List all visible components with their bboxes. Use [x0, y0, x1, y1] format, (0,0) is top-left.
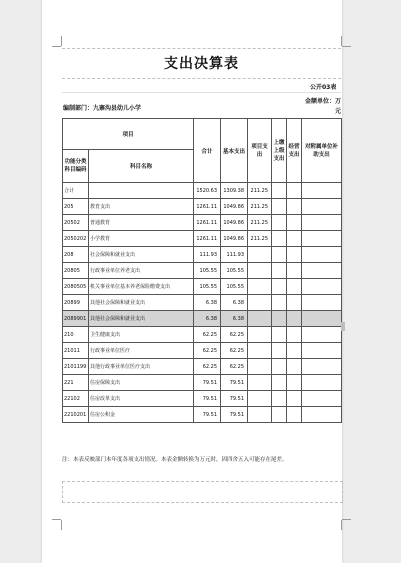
org-name: 九寨沟县幼儿小学 — [93, 105, 142, 112]
cell-business[interactable] — [287, 327, 302, 343]
cell-basic[interactable]: 105.55 — [221, 279, 248, 295]
cell-business[interactable] — [287, 183, 302, 199]
cell-upper[interactable] — [272, 375, 287, 391]
table-row[interactable] — [63, 263, 342, 279]
cell-basic[interactable]: 1049.86 — [221, 215, 248, 231]
cell-subsidy[interactable] — [302, 215, 342, 231]
crop-mark-bottom-right-v — [341, 520, 342, 530]
cell-name[interactable]: 行政事业单位医疗 — [89, 343, 194, 359]
table-row[interactable] — [63, 407, 342, 423]
cell-code[interactable]: 2089901 — [63, 311, 89, 327]
cell-subsidy[interactable] — [302, 407, 342, 423]
divider — [62, 92, 341, 93]
cell-project[interactable]: 211.25 — [248, 231, 272, 247]
cell-subsidy[interactable] — [302, 231, 342, 247]
table-row[interactable] — [63, 295, 342, 311]
cell-total[interactable]: 6.38 — [194, 295, 221, 311]
cell-project[interactable] — [248, 391, 272, 407]
cell-total[interactable]: 1520.63 — [194, 183, 221, 199]
cell-project[interactable] — [248, 327, 272, 343]
cell-basic[interactable]: 79.51 — [221, 391, 248, 407]
cell-subsidy[interactable] — [302, 375, 342, 391]
cell-project[interactable] — [248, 343, 272, 359]
crop-mark-top-left-h — [52, 46, 61, 47]
crop-mark-top-right-h — [342, 46, 351, 47]
page-footer-area[interactable] — [62, 481, 343, 503]
cell-project[interactable] — [248, 279, 272, 295]
cell-business[interactable] — [287, 199, 302, 215]
cell-project[interactable]: 211.25 — [248, 215, 272, 231]
cell-name[interactable]: 卫生健康支出 — [89, 327, 194, 343]
table-row[interactable] — [63, 343, 342, 359]
header-name: 科目名称 — [89, 150, 194, 183]
cell-subsidy[interactable] — [302, 247, 342, 263]
cell-code[interactable]: 合计 — [63, 183, 89, 199]
cell-name[interactable]: 机关事业单位基本养老保险缴费支出 — [89, 279, 194, 295]
cell-basic[interactable]: 1049.86 — [221, 231, 248, 247]
money-unit-label: 金额单位：万元 — [305, 98, 342, 115]
header-upper: 上缴上级支出 — [272, 119, 287, 183]
cell-name[interactable]: 其他社会保障和就业支出 — [89, 311, 194, 327]
cell-project[interactable] — [248, 375, 272, 391]
cell-business[interactable] — [287, 231, 302, 247]
cell-upper[interactable] — [272, 215, 287, 231]
cell-code[interactable]: 21011 — [63, 343, 89, 359]
cell-name[interactable]: 其他社会保障和就业支出 — [89, 295, 194, 311]
table-row[interactable] — [63, 311, 342, 327]
cell-subsidy[interactable] — [302, 279, 342, 295]
cell-total[interactable]: 1261.11 — [194, 199, 221, 215]
cell-code[interactable]: 2210201 — [63, 407, 89, 423]
header-subsidy: 对附属单位补助支出 — [302, 119, 342, 183]
header-business: 经营支出 — [287, 119, 302, 183]
table-row[interactable] — [63, 215, 342, 231]
cell-upper[interactable] — [272, 183, 287, 199]
cell-name[interactable]: 住房改革支出 — [89, 391, 194, 407]
cell-basic[interactable]: 1309.38 — [221, 183, 248, 199]
cell-code[interactable]: 205 — [63, 199, 89, 215]
cell-name[interactable]: 普通教育 — [89, 215, 194, 231]
cell-project[interactable] — [248, 295, 272, 311]
cell-project[interactable]: 211.25 — [248, 199, 272, 215]
cell-basic[interactable]: 79.51 — [221, 407, 248, 423]
cell-subsidy[interactable] — [302, 199, 342, 215]
cell-name[interactable]: 社会保障和就业支出 — [89, 247, 194, 263]
cell-upper[interactable] — [272, 199, 287, 215]
cell-upper[interactable] — [272, 311, 287, 327]
cell-name[interactable]: 小学教育 — [89, 231, 194, 247]
cell-project[interactable] — [248, 263, 272, 279]
cell-business[interactable] — [287, 311, 302, 327]
cell-name[interactable]: 住房保障支出 — [89, 375, 194, 391]
cell-project[interactable]: 211.25 — [248, 183, 272, 199]
cell-business[interactable] — [287, 279, 302, 295]
cell-upper[interactable] — [272, 407, 287, 423]
cell-total[interactable]: 62.25 — [194, 343, 221, 359]
cell-business[interactable] — [287, 263, 302, 279]
cell-business[interactable] — [287, 359, 302, 375]
cell-name[interactable]: 行政事业单位养老支出 — [89, 263, 194, 279]
cell-total[interactable]: 1261.11 — [194, 215, 221, 231]
cell-basic[interactable]: 105.55 — [221, 263, 248, 279]
cell-code[interactable]: 2080505 — [63, 279, 89, 295]
cell-total[interactable]: 6.38 — [194, 311, 221, 327]
table-row[interactable] — [63, 279, 342, 295]
header-basic: 基本支出 — [221, 119, 248, 183]
cell-basic[interactable]: 6.38 — [221, 295, 248, 311]
crop-mark-bottom-right-h — [342, 519, 351, 520]
cell-total[interactable]: 105.55 — [194, 263, 221, 279]
cell-code[interactable]: 221 — [63, 375, 89, 391]
cell-upper[interactable] — [272, 391, 287, 407]
crop-mark-top-left-v — [61, 36, 62, 46]
cell-business[interactable] — [287, 343, 302, 359]
crop-mark-bottom-left-h — [52, 519, 61, 520]
cell-name[interactable] — [89, 183, 194, 199]
org-label-prefix: 编制部门： — [63, 105, 94, 112]
cell-basic[interactable]: 62.25 — [221, 343, 248, 359]
table-row[interactable] — [63, 375, 342, 391]
cell-subsidy[interactable] — [302, 327, 342, 343]
cell-business[interactable] — [287, 407, 302, 423]
cell-code[interactable]: 20899 — [63, 295, 89, 311]
table-row[interactable] — [63, 183, 342, 199]
cell-basic[interactable]: 111.93 — [221, 247, 248, 263]
cell-basic[interactable]: 62.25 — [221, 359, 248, 375]
header-total: 合计 — [194, 119, 221, 183]
page-title: 支出决算表 — [164, 56, 239, 72]
cell-upper[interactable] — [272, 231, 287, 247]
cell-code[interactable]: 20502 — [63, 215, 89, 231]
table-note: 注：本表反映部门本年度各项支出情况。本表金额转换为万元时，因四舍五入可能存在尾差。 — [62, 457, 288, 463]
cell-upper[interactable] — [272, 327, 287, 343]
cell-subsidy[interactable] — [302, 295, 342, 311]
cell-project[interactable] — [248, 407, 272, 423]
cell-upper[interactable] — [272, 343, 287, 359]
cell-business[interactable] — [287, 215, 302, 231]
cell-business[interactable] — [287, 295, 302, 311]
cell-total[interactable]: 79.51 — [194, 407, 221, 423]
cell-total[interactable]: 62.25 — [194, 327, 221, 343]
cell-upper[interactable] — [272, 263, 287, 279]
cell-code[interactable]: 210 — [63, 327, 89, 343]
cell-basic[interactable]: 1049.86 — [221, 199, 248, 215]
expenditure-table — [62, 118, 342, 423]
crop-mark-bottom-left-v — [61, 520, 62, 530]
table-row[interactable] — [63, 199, 342, 215]
cell-project[interactable] — [248, 359, 272, 375]
header-project-group: 项目 — [63, 119, 194, 150]
cell-project[interactable] — [248, 247, 272, 263]
cell-subsidy[interactable] — [302, 263, 342, 279]
table-row[interactable] — [63, 359, 342, 375]
header-project: 项目支出 — [248, 119, 272, 183]
cell-subsidy[interactable] — [302, 359, 342, 375]
cell-code[interactable]: 208 — [63, 247, 89, 263]
table-row[interactable] — [63, 247, 342, 263]
cell-business[interactable] — [287, 247, 302, 263]
row-resize-handle[interactable] — [341, 322, 345, 331]
table-row[interactable] — [63, 231, 342, 247]
header-code: 功能分类科目编码 — [63, 150, 89, 183]
cell-business[interactable] — [287, 375, 302, 391]
org-label — [63, 103, 141, 112]
cell-code[interactable]: 22102 — [63, 391, 89, 407]
cell-upper[interactable] — [272, 279, 287, 295]
cell-upper[interactable] — [272, 295, 287, 311]
cell-project[interactable] — [248, 311, 272, 327]
cell-basic[interactable]: 62.25 — [221, 327, 248, 343]
cell-subsidy[interactable] — [302, 343, 342, 359]
cell-upper[interactable] — [272, 247, 287, 263]
cell-code[interactable]: 2101199 — [63, 359, 89, 375]
cell-subsidy[interactable] — [302, 311, 342, 327]
crop-mark-top-right-v — [341, 36, 342, 46]
table-code-label: 公开03表 — [310, 84, 337, 91]
cell-business[interactable] — [287, 391, 302, 407]
cell-total[interactable]: 1261.11 — [194, 231, 221, 247]
cell-total[interactable]: 79.51 — [194, 375, 221, 391]
table-row[interactable] — [63, 327, 342, 343]
cell-code[interactable]: 20805 — [63, 263, 89, 279]
cell-total[interactable]: 79.51 — [194, 391, 221, 407]
cell-name[interactable]: 住房公积金 — [89, 407, 194, 423]
cell-name[interactable]: 其他行政事业单位医疗支出 — [89, 359, 194, 375]
cell-total[interactable]: 111.93 — [194, 247, 221, 263]
cell-total[interactable]: 105.55 — [194, 279, 221, 295]
cell-basic[interactable]: 79.51 — [221, 375, 248, 391]
table-row[interactable] — [63, 391, 342, 407]
cell-name[interactable]: 教育支出 — [89, 199, 194, 215]
cell-upper[interactable] — [272, 359, 287, 375]
cell-subsidy[interactable] — [302, 183, 342, 199]
cell-total[interactable]: 62.25 — [194, 359, 221, 375]
cell-code[interactable]: 2050202 — [63, 231, 89, 247]
cell-basic[interactable]: 6.38 — [221, 311, 248, 327]
cell-subsidy[interactable] — [302, 391, 342, 407]
